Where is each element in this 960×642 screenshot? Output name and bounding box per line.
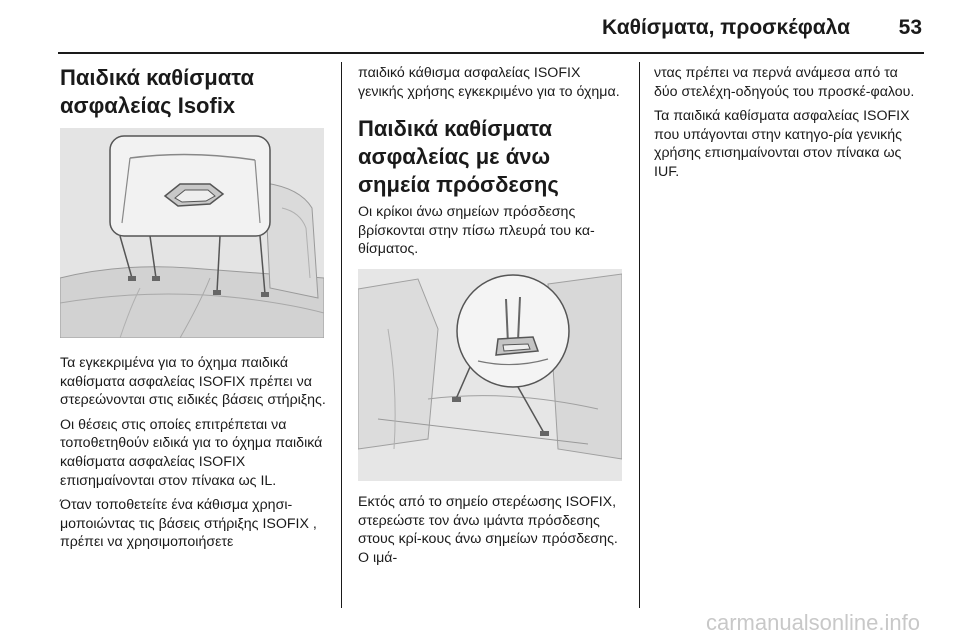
paragraph-iuf: Τα παιδικά καθίσματα ασφαλείας ISOFIX που υπάγονται στην κατηγο-ρία γενικής χρήσης επισημαίνονται στον πίνακα ως IUF. — [654, 108, 910, 180]
column-divider-right — [639, 62, 640, 608]
column-left — [60, 64, 328, 558]
paragraph-tether-instructions: Εκτός από το σημείο στερέωσης ISOFIX, στερεώστε τον άνω ιμάντα πρόσδεσης στους κρί-κους άνω σημείων πρόσδεσης. Ο ιμά- — [358, 493, 618, 566]
paragraph-isofix-2: Οι θέσεις στις οποίες επιτρέπεται να τοποθετηθούν ειδικά για το όχημα παιδικά καθίσματα ασφαλείας ISOFIX επισημαίνονται στον πίνακα ως IL. — [60, 416, 323, 489]
paragraph-tether-location: Οι κρίκοι άνω σημείων πρόσδεσης βρίσκονται στην πίσω πλευρά του κα-θίσματος. — [358, 204, 595, 258]
paragraph-isofix-3: Όταν τοποθετείτε ένα κάθισμα χρησι-μοποιώντας τις βάσεις στήριξης ISOFIX , πρέπει να χρησιμοποιήσετε — [60, 497, 317, 551]
illustration-isofix-anchors — [60, 128, 324, 338]
paragraph-isofix-1: Τα εγκεκριμένα για το όχημα παιδικά καθίσματα ασφαλείας ISOFIX πρέπει να στερεώνονται στις ειδικές βάσεις στήριξης. — [60, 355, 326, 409]
illustration-top-tether — [358, 269, 622, 481]
top-tether-illustration — [358, 269, 622, 481]
watermark: carmanualsonline.info — [705, 610, 920, 635]
page-title: Καθίσματα, προσκέφαλα — [602, 16, 850, 39]
page-number: 53 — [898, 16, 922, 39]
page-header — [0, 0, 960, 56]
header-rule — [58, 52, 924, 54]
column-divider-left — [341, 62, 342, 608]
heading-isofix: Παιδικά καθίσματα ασφαλείας Isofix — [60, 65, 254, 118]
isofix-seat-illustration — [60, 128, 324, 338]
paragraph-strap-guide: ντας πρέπει να περνά ανάμεσα από τα δύο στελέχη-οδηγούς του προσκέ-φαλου. — [654, 65, 915, 100]
column-middle — [358, 64, 626, 573]
paragraph-continued: παιδικό κάθισμα ασφαλείας ISOFIX γενικής χρήσης εγκεκριμένο για το όχημα. — [358, 65, 620, 100]
heading-top-tether: Παιδικά καθίσματα ασφαλείας με άνω σημεία πρόσδεσης — [358, 116, 559, 198]
column-right — [654, 64, 922, 188]
